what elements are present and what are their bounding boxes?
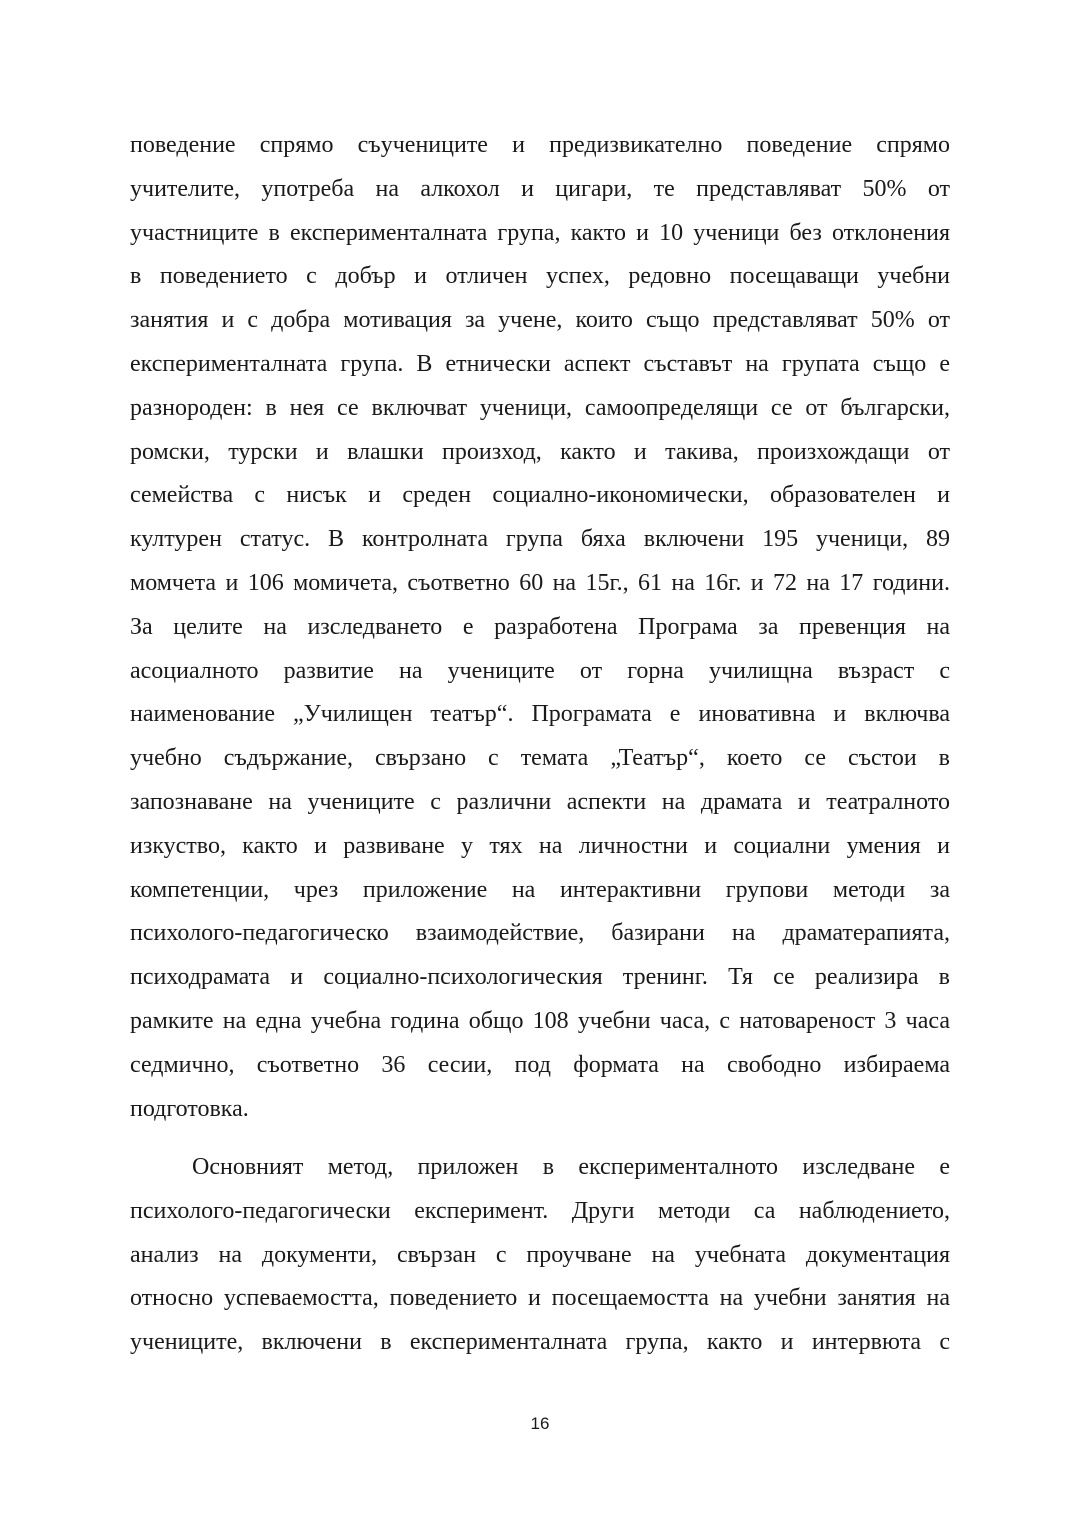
text-line: относно успеваемостта, поведението и посещаемостта на учебни занятия на: [130, 1285, 950, 1312]
text-line: в поведението с добър и отличен успех, редовно посещаващи учебни: [130, 263, 950, 290]
text-line: За целите на изследването е разработена Програма за превенция на: [130, 613, 950, 640]
text-line: участниците в експерименталната група, както и 10 ученици без отклонения: [130, 219, 950, 246]
text-line: момчета и 106 момичета, съответно 60 на 15г., 61 на 16г. и 72 на 17 години.: [130, 569, 950, 596]
body-paragraph-1: [130, 124, 950, 1131]
text-line: психодрамата и социално-психологическия тренинг. Тя се реализира в: [130, 964, 950, 991]
text-line: наименование „Училищен театър“. Програмата е иновативна и включва: [130, 701, 950, 728]
text-line: запознаване на учениците с различни аспекти на драмата и театралното: [130, 788, 950, 815]
text-line: поведение спрямо съучениците и предизвикателно поведение спрямо: [130, 132, 950, 158]
text-line: Основният метод, приложен в експерименталното изследване е: [192, 1154, 950, 1180]
text-line: седмично, съответно 36 сесии, под формата на свободно избираема: [130, 1051, 950, 1078]
text-line: разнороден: в нея се включват ученици, самоопределящи се от български,: [130, 394, 950, 421]
text-line: културен статус. В контролната група бяха включени 195 ученици, 89: [130, 526, 950, 553]
text-line: учебно съдържание, свързано с темата „Театър“, което се състои в: [130, 745, 950, 772]
text-line: учениците, включени в експерименталната група, както и интервюта с: [130, 1329, 950, 1356]
text-line: рамките на една учебна година общо 108 учебни часа, с натовареност 3 часа: [130, 1007, 950, 1034]
text-line: изкуство, както и развиване у тях на личностни и социални умения и: [130, 832, 950, 859]
text-line: психолого-педагогическо взаимодействие, базирани на драматерапията,: [130, 920, 950, 947]
body-paragraph-2: [130, 1146, 950, 1365]
text-line: експерименталната група. В етнически аспект съставът на групата също е: [130, 350, 950, 377]
page-number: 16: [530, 1414, 550, 1433]
text-line: асоциалното развитие на учениците от горна училищна възраст с: [130, 657, 950, 684]
text-line: анализ на документи, свързан с проучване на учебната документация: [130, 1241, 950, 1268]
text-line: ромски, турски и влашки произход, както и такива, произхождащи от: [130, 438, 950, 465]
text-line: учителите, употреба на алкохол и цигари, те представляват 50% от: [130, 175, 950, 202]
text-line: компетенции, чрез приложение на интерактивни групови методи за: [130, 876, 950, 903]
text-line: подготовка.: [130, 1095, 249, 1122]
text-line: занятия и с добра мотивация за учене, които също представляват 50% от: [130, 307, 950, 334]
text-line: психолого-педагогически експеримент. Други методи са наблюдението,: [130, 1197, 950, 1224]
text-line: семейства с нисък и среден социално-икономически, образователен и: [130, 482, 950, 509]
